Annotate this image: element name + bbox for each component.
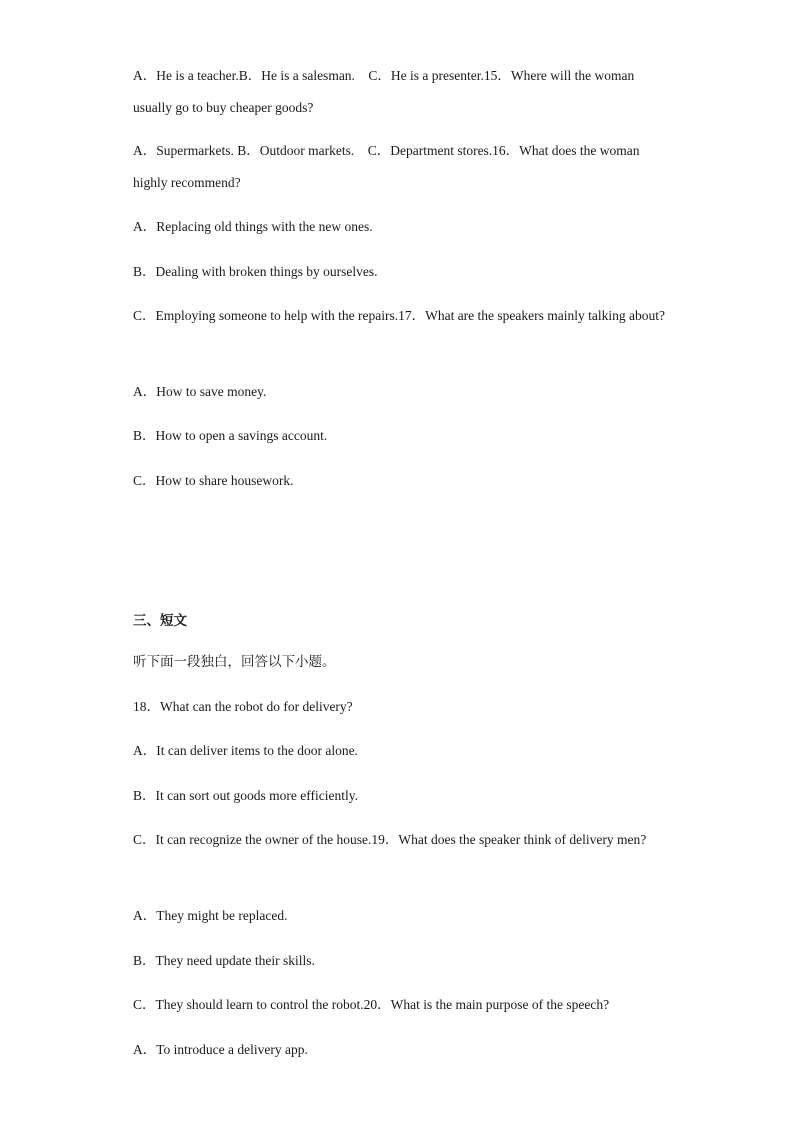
question-18-option-b: B．It can sort out goods more efficiently. [133,788,358,803]
question-19-option-b: B．They need update their skills. [133,953,315,968]
question-15-options-and-question-16: A．Supermarkets. B．Outdoor markets. C．Department stores.16．What does the woman highly recommend? [133,143,640,190]
question-17-option-c: C．How to share housework. [133,473,294,488]
question-19-option-a: A．They might be replaced. [133,908,288,923]
question-16-option-c-and-question-17: C．Employing someone to help with the repairs.17．What are the speakers mainly talking about? [133,308,665,323]
question-19-option-c-and-question-20: C．They should learn to control the robot.20．What is the main purpose of the speech? [133,997,610,1012]
question-16-option-a: A．Replacing old things with the new ones. [133,219,373,234]
question-14-options-and-question-15: A．He is a teacher.B．He is a salesman. C．He is a presenter.15．Where will the woman usually go to buy cheaper goods? [133,68,635,115]
question-17-option-a: A．How to save money. [133,384,267,399]
question-18: 18．What can the robot do for delivery? [133,699,353,714]
section-instruction: 听下面一段独白，回答以下小题。 [133,654,336,670]
question-17-option-b: B．How to open a savings account. [133,428,328,443]
section-heading: 三、短文 [133,613,187,629]
question-18-option-c-and-question-19: C．It can recognize the owner of the house.19．What does the speaker think of delivery men? [133,832,647,847]
question-18-option-a: A．It can deliver items to the door alone. [133,743,358,758]
question-16-option-b: B．Dealing with broken things by ourselves. [133,264,378,279]
question-20-option-a: A．To introduce a delivery app. [133,1042,308,1057]
